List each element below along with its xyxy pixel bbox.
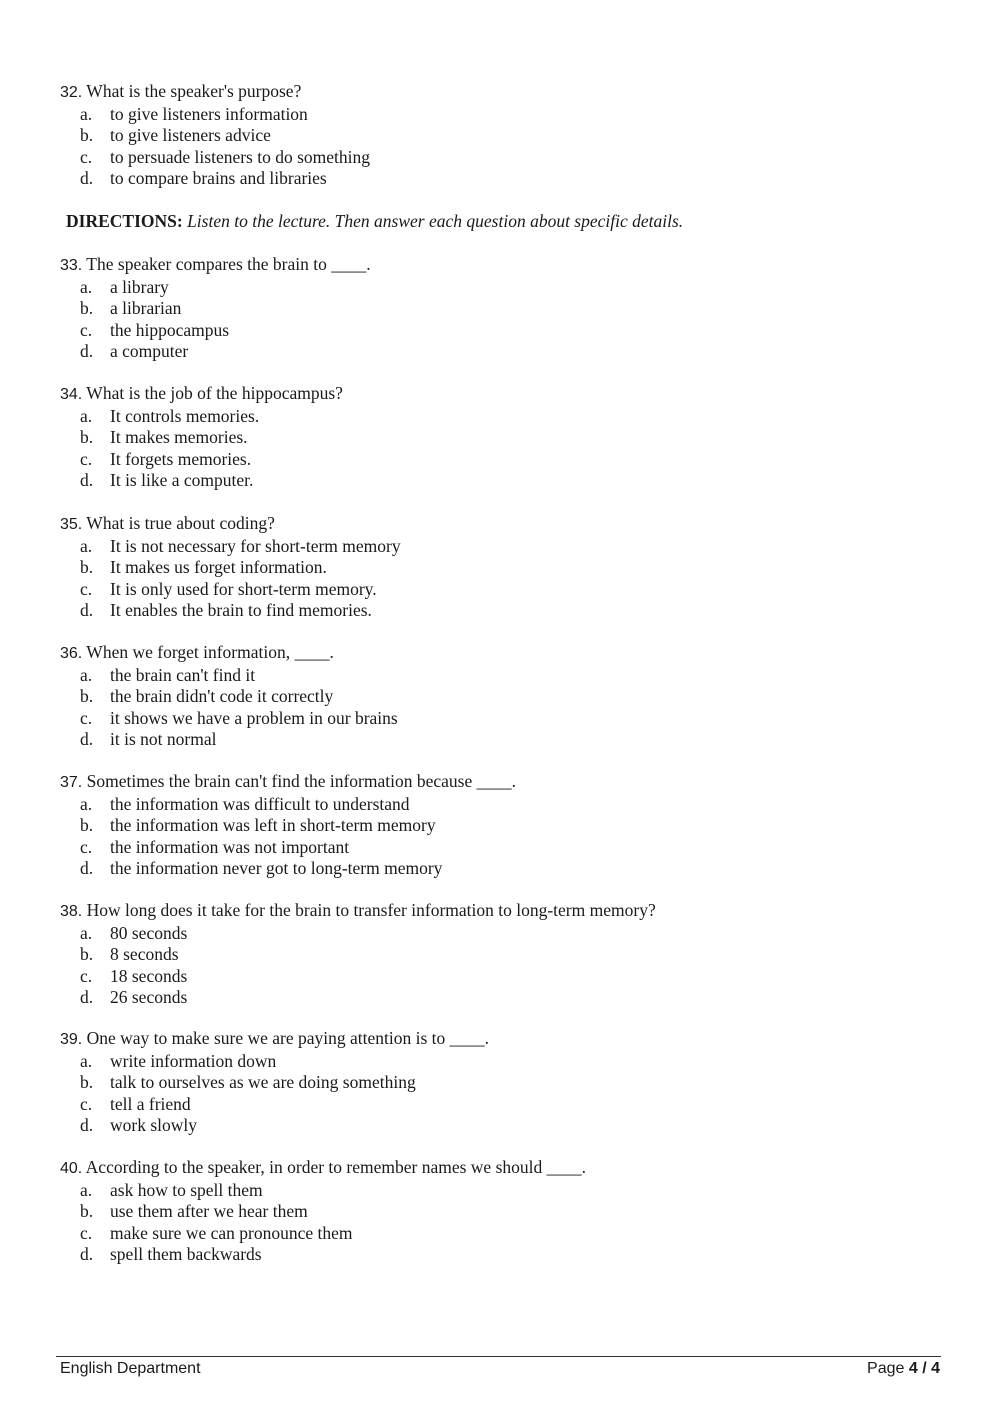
question-text: Sometimes the brain can't find the information because ____.: [82, 771, 516, 791]
answer-option: c. the hippocampus: [80, 319, 230, 340]
answer-option: d. spell them backwards: [80, 1244, 262, 1264]
answer-option: b. the brain didn't code it correctly: [80, 686, 334, 706]
answer-option: a. a library: [80, 276, 169, 297]
answer-option: b. a librarian: [80, 298, 182, 318]
answer-option: a. 80 seconds: [80, 922, 188, 943]
question-number: 37.: [60, 774, 83, 791]
answer-option: c. It is only used for short-term memory.: [80, 578, 377, 599]
answer-option: a. ask how to spell them: [80, 1179, 263, 1200]
answer-option: a. to give listeners information: [80, 103, 308, 124]
answer-option: b. use them after we hear them: [80, 1201, 308, 1221]
question-34: [60, 383, 343, 492]
answer-option: d. It is like a computer.: [80, 470, 254, 490]
question-36: [60, 642, 398, 751]
answer-option: d. work slowly: [80, 1115, 198, 1135]
answer-option: b. 8 seconds: [80, 944, 179, 964]
directions-text: Listen to the lecture. Then answer each question about specific details.: [182, 211, 684, 231]
question-35: [60, 513, 401, 622]
answer-option: c. make sure we can pronounce them: [80, 1222, 353, 1243]
question-39: [60, 1028, 489, 1137]
question-number: 33.: [60, 257, 83, 274]
question-text: What is the job of the hippocampus?: [82, 383, 343, 403]
question-number: 38.: [60, 903, 83, 920]
question-text: One way to make sure we are paying attention is to ____.: [82, 1028, 490, 1048]
question-text: What is the speaker's purpose?: [82, 81, 302, 101]
question-40: [60, 1157, 586, 1266]
answer-option: d. 26 seconds: [80, 987, 188, 1007]
answer-option: d. It enables the brain to find memories.: [80, 600, 372, 620]
total-pages: 4: [931, 1360, 940, 1377]
answer-option: d. a computer: [80, 341, 189, 361]
question-stem: [60, 81, 370, 104]
answer-option: c. It forgets memories.: [80, 448, 252, 469]
question-stem: [60, 254, 371, 277]
question-text: What is true about coding?: [82, 513, 275, 533]
answer-option: b. It makes us forget information.: [80, 557, 327, 577]
answer-option: a. the information was difficult to understand: [80, 793, 410, 814]
answer-option: c. 18 seconds: [80, 965, 188, 986]
question-33: [60, 254, 371, 363]
question-text: According to the speaker, in order to remember names we should ____.: [82, 1157, 586, 1177]
directions: [66, 210, 683, 232]
answer-option: a. It controls memories.: [80, 405, 260, 426]
answer-option: b. It makes memories.: [80, 427, 248, 447]
question-text: The speaker compares the brain to ____.: [82, 254, 371, 274]
question-text: When we forget information, ____.: [82, 642, 334, 662]
question-stem: [60, 513, 401, 536]
question-38: [60, 900, 656, 1009]
question-stem: [60, 771, 516, 794]
answer-option: c. it shows we have a problem in our brains: [80, 707, 398, 728]
answer-option: b. to give listeners advice: [80, 125, 271, 145]
answer-option: b. talk to ourselves as we are doing something: [80, 1072, 416, 1092]
answer-option: d. to compare brains and libraries: [80, 168, 327, 188]
question-stem: [60, 642, 398, 665]
question-number: 32.: [60, 84, 83, 101]
answer-option: a. It is not necessary for short-term memory: [80, 535, 401, 556]
footer-department: English Department: [60, 1360, 201, 1377]
question-text: How long does it take for the brain to transfer information to long-term memory?: [82, 900, 656, 920]
question-stem: [60, 1028, 489, 1051]
answer-option: d. it is not normal: [80, 729, 217, 749]
question-37: [60, 771, 516, 880]
question-number: 40.: [60, 1160, 83, 1177]
question-stem: [60, 1157, 586, 1180]
question-32: [60, 81, 370, 190]
question-number: 35.: [60, 516, 83, 533]
current-page: 4: [908, 1360, 918, 1377]
question-stem: [60, 383, 343, 406]
answer-option: b. the information was left in short-term memory: [80, 815, 436, 835]
footer-page-number: Page 4 / 4: [867, 1360, 940, 1377]
answer-option: d. the information never got to long-term memory: [80, 858, 443, 878]
answer-option: c. tell a friend: [80, 1093, 191, 1114]
answer-option: c. the information was not important: [80, 836, 350, 857]
answer-option: c. to persuade listeners to do something: [80, 146, 371, 167]
directions-label: DIRECTIONS:: [66, 211, 183, 231]
answer-option: a. write information down: [80, 1050, 277, 1071]
question-number: 36.: [60, 645, 83, 662]
answer-option: a. the brain can't find it: [80, 664, 256, 685]
footer-divider: [56, 1356, 941, 1357]
question-number: 39.: [60, 1031, 83, 1048]
question-stem: [60, 900, 656, 923]
question-number: 34.: [60, 386, 83, 403]
